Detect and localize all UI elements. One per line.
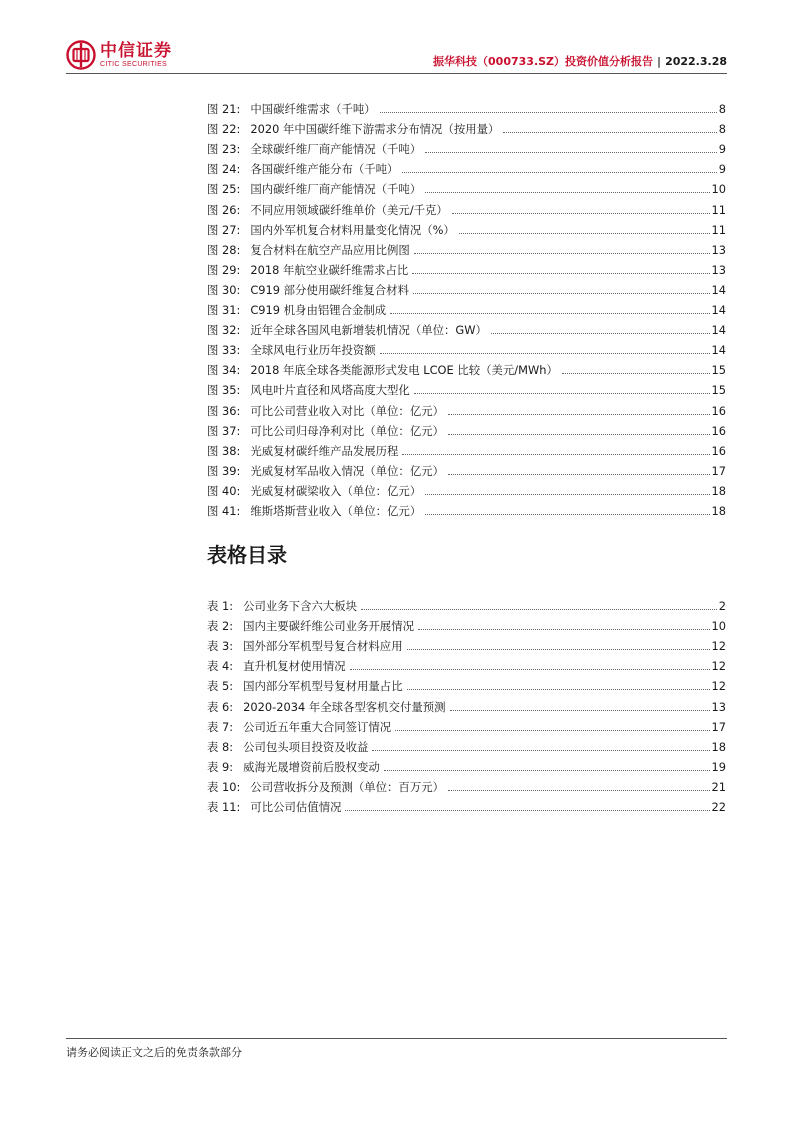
toc-entry-number: 图 34: <box>207 363 241 378</box>
toc-entry-number: 图 26: <box>207 202 241 217</box>
toc-page-number: 10 <box>711 619 726 634</box>
table-list <box>207 593 726 814</box>
toc-entry-number: 图 40: <box>207 483 241 498</box>
toc-page-number: 13 <box>711 242 726 257</box>
table-toc-entry[interactable] <box>207 714 726 734</box>
toc-entry-label <box>207 102 376 116</box>
toc-entry-title: 公司营收拆分及预测（单位：百万元） <box>250 779 444 794</box>
toc-dot-leader <box>448 434 710 435</box>
toc-page-number: 15 <box>711 363 726 378</box>
toc-entry-title: 复合材料在航空产品应用比例图 <box>250 242 410 257</box>
toc-entry-title: 中国碳纤维需求（千吨） <box>250 102 376 117</box>
figure-list <box>207 96 726 518</box>
toc-dot-leader <box>345 810 709 811</box>
toc-entry-title: 各国碳纤维产能分布（千吨） <box>250 162 399 177</box>
figure-toc-entry[interactable] <box>207 156 726 176</box>
toc-entry-title: 光威复材军品收入情况（单位：亿元） <box>250 463 444 478</box>
toc-page-number: 18 <box>711 503 726 518</box>
figure-toc-entry[interactable] <box>207 257 726 277</box>
toc-entry-number: 图 30: <box>207 282 241 297</box>
toc-entry-label <box>207 619 414 633</box>
footer-divider <box>66 1038 727 1039</box>
toc-dot-leader <box>491 333 710 334</box>
toc-page-number: 11 <box>711 202 726 217</box>
toc-entry-title: 直升机复材使用情况 <box>243 659 346 674</box>
toc-entry-label <box>207 383 410 397</box>
figure-toc-entry[interactable] <box>207 377 726 397</box>
toc-entry-label <box>207 504 421 518</box>
toc-entry-title: 光威复材碳纤维产品发展历程 <box>250 443 399 458</box>
toc-entry-title: 可比公司归母净利对比（单位：亿元） <box>250 423 444 438</box>
figure-toc-entry[interactable] <box>207 176 726 196</box>
report-title: 振华科技（000733.SZ）投资价值分析报告 <box>433 55 654 68</box>
toc-page-number: 14 <box>711 323 726 338</box>
toc-dot-leader <box>407 689 710 690</box>
toc-page-number: 18 <box>711 483 726 498</box>
toc-entry-label <box>207 142 421 156</box>
toc-entry-label <box>207 122 499 136</box>
toc-page-number: 2 <box>718 599 726 614</box>
figure-toc-entry[interactable] <box>207 136 726 156</box>
toc-dot-leader <box>380 112 717 113</box>
toc-entry-number: 表 8: <box>207 739 234 754</box>
toc-entry-title: 公司业务下含六大板块 <box>243 599 358 614</box>
toc-page-number: 10 <box>711 182 726 197</box>
toc-entry-title: 可比公司营业收入对比（单位：亿元） <box>250 403 444 418</box>
figure-toc-entry[interactable] <box>207 397 726 417</box>
toc-page-number: 11 <box>711 222 726 237</box>
toc-entry-title: 威海光晟增资前后股权变动 <box>243 759 380 774</box>
toc-entry-label <box>207 700 446 714</box>
table-toc-entry[interactable] <box>207 653 726 673</box>
toc-dot-leader <box>448 474 710 475</box>
toc-entry-number: 表 7: <box>207 719 234 734</box>
toc-entry-number: 表 5: <box>207 679 234 694</box>
toc-page-number: 21 <box>711 779 726 794</box>
toc-page-number: 16 <box>711 403 726 418</box>
toc-entry-number: 图 25: <box>207 182 241 197</box>
report-date: 2022.3.28 <box>665 55 727 68</box>
toc-dot-leader <box>390 313 709 314</box>
figure-toc-entry[interactable] <box>207 357 726 377</box>
toc-entry-label <box>207 639 403 653</box>
toc-page-number: 16 <box>711 443 726 458</box>
toc-entry-title: 全球碳纤维厂商产能情况（千吨） <box>250 142 422 157</box>
toc-dot-leader <box>402 172 716 173</box>
toc-entry-title: C919 部分使用碳纤维复合材料 <box>250 282 409 297</box>
header-divider <box>66 73 727 74</box>
toc-entry-number: 表 9: <box>207 759 234 774</box>
figure-toc-entry[interactable] <box>207 458 726 478</box>
logo-english-name: CITIC SECURITIES <box>100 61 168 68</box>
toc-entry-number: 图 23: <box>207 142 241 157</box>
table-toc-entry[interactable] <box>207 794 726 814</box>
table-toc-entry[interactable] <box>207 774 726 794</box>
toc-entry-label <box>207 162 398 176</box>
toc-page-number: 14 <box>711 303 726 318</box>
toc-entry-number: 图 33: <box>207 343 241 358</box>
toc-dot-leader <box>395 730 709 731</box>
toc-entry-label <box>207 679 403 693</box>
toc-entry-number: 表 10: <box>207 779 241 794</box>
toc-page-number: 9 <box>718 142 726 157</box>
toc-entry-number: 图 37: <box>207 423 241 438</box>
toc-entry-number: 图 24: <box>207 162 241 177</box>
toc-dot-leader <box>350 669 710 670</box>
toc-entry-title: 2020 年中国碳纤维下游需求分布情况（按用量） <box>250 122 500 137</box>
toc-entry-label <box>207 424 444 438</box>
toc-entry-title: 国内主要碳纤维公司业务开展情况 <box>243 619 414 634</box>
toc-entry-label <box>207 484 421 498</box>
toc-entry-title: 国内部分军机型号复材用量占比 <box>243 679 403 694</box>
table-toc-entry[interactable] <box>207 613 726 633</box>
toc-dot-leader <box>361 609 717 610</box>
toc-dot-leader <box>425 494 709 495</box>
toc-entry-title: 维斯塔斯营业收入（单位：亿元） <box>250 503 422 518</box>
toc-entry-number: 图 31: <box>207 303 241 318</box>
toc-dot-leader <box>503 132 716 133</box>
toc-page-number: 13 <box>711 699 726 714</box>
toc-dot-leader <box>425 514 709 515</box>
toc-page-number: 12 <box>711 679 726 694</box>
table-list-heading: 表格目录 <box>207 543 287 567</box>
toc-page-number: 13 <box>711 262 726 277</box>
toc-dot-leader <box>380 353 710 354</box>
toc-page-number: 14 <box>711 282 726 297</box>
toc-entry-label <box>207 243 410 257</box>
report-title-line <box>433 55 727 69</box>
toc-entry-label <box>207 343 376 357</box>
toc-dot-leader <box>418 629 710 630</box>
toc-page-number: 22 <box>711 800 726 815</box>
toc-dot-leader <box>384 770 710 771</box>
citic-securities-logo <box>66 40 176 74</box>
toc-entry-number: 图 41: <box>207 503 241 518</box>
toc-entry-number: 表 4: <box>207 659 234 674</box>
toc-dot-leader <box>372 750 709 751</box>
toc-entry-title: 光威复材碳梁收入（单位：亿元） <box>250 483 422 498</box>
toc-page-number: 9 <box>718 162 726 177</box>
toc-entry-label <box>207 659 346 673</box>
toc-entry-number: 表 6: <box>207 699 234 714</box>
figure-toc-entry[interactable] <box>207 237 726 257</box>
toc-entry-label <box>207 760 380 774</box>
toc-page-number: 14 <box>711 343 726 358</box>
toc-entry-number: 图 28: <box>207 242 241 257</box>
toc-entry-number: 图 36: <box>207 403 241 418</box>
toc-entry-label <box>207 283 409 297</box>
toc-entry-number: 表 2: <box>207 619 234 634</box>
toc-page-number: 17 <box>711 463 726 478</box>
table-toc-entry[interactable] <box>207 673 726 693</box>
figure-toc-entry[interactable] <box>207 337 726 357</box>
page-header <box>0 0 793 80</box>
toc-entry-number: 图 21: <box>207 102 241 117</box>
figure-toc-entry[interactable] <box>207 438 726 458</box>
toc-entry-number: 图 29: <box>207 262 241 277</box>
table-toc-entry[interactable] <box>207 734 726 754</box>
toc-dot-leader <box>448 790 710 791</box>
figure-toc-entry[interactable] <box>207 498 726 518</box>
toc-dot-leader <box>459 233 710 234</box>
toc-entry-number: 图 39: <box>207 463 241 478</box>
toc-page-number: 17 <box>711 719 726 734</box>
toc-entry-title: 公司近五年重大合同签订情况 <box>243 719 392 734</box>
toc-entry-label <box>207 740 368 754</box>
logo-chinese-name: 中信证券 <box>100 41 172 61</box>
toc-dot-leader <box>562 373 710 374</box>
figure-toc-entry[interactable] <box>207 96 726 116</box>
toc-dot-leader <box>425 152 717 153</box>
toc-entry-label <box>207 303 386 317</box>
toc-entry-number: 表 11: <box>207 800 241 815</box>
toc-entry-title: 国外部分军机型号复合材料应用 <box>243 639 403 654</box>
toc-entry-label <box>207 720 391 734</box>
toc-entry-label <box>207 599 357 613</box>
toc-entry-title: 可比公司估值情况 <box>250 800 342 815</box>
toc-entry-number: 表 1: <box>207 599 234 614</box>
toc-dot-leader <box>402 454 709 455</box>
toc-entry-label <box>207 203 448 217</box>
toc-page-number: 12 <box>711 659 726 674</box>
footer-disclaimer: 请务必阅读正文之后的免责条款部分 <box>66 1046 242 1059</box>
figure-toc-entry[interactable] <box>207 196 726 216</box>
toc-page-number: 8 <box>718 122 726 137</box>
toc-page-number: 16 <box>711 423 726 438</box>
toc-entry-title: 公司包头项目投资及收益 <box>243 739 369 754</box>
toc-entry-label <box>207 800 341 814</box>
toc-dot-leader <box>414 393 710 394</box>
figure-toc-entry[interactable] <box>207 478 726 498</box>
toc-page-number: 19 <box>711 759 726 774</box>
toc-entry-label <box>207 363 558 377</box>
toc-entry-number: 图 35: <box>207 383 241 398</box>
toc-entry-title: 2020-2034 年全球各型客机交付量预测 <box>243 699 446 714</box>
toc-page-number: 18 <box>711 739 726 754</box>
toc-entry-label <box>207 404 444 418</box>
toc-dot-leader <box>413 293 710 294</box>
figure-toc-entry[interactable] <box>207 116 726 136</box>
toc-entry-title: 近年全球各国风电新增装机情况（单位：GW） <box>250 323 487 338</box>
table-toc-entry[interactable] <box>207 593 726 613</box>
toc-dot-leader <box>412 273 709 274</box>
citic-logo-icon <box>66 40 96 70</box>
title-separator: | <box>657 55 662 68</box>
toc-entry-title: 国内外军机复合材料用量变化情况（%） <box>250 222 455 237</box>
table-toc-entry[interactable] <box>207 633 726 653</box>
toc-entry-label <box>207 263 408 277</box>
toc-entry-title: 全球风电行业历年投资额 <box>250 343 376 358</box>
toc-dot-leader <box>450 710 710 711</box>
figure-toc-entry[interactable] <box>207 297 726 317</box>
toc-page-number: 8 <box>718 102 726 117</box>
table-toc-entry[interactable] <box>207 754 726 774</box>
toc-entry-number: 表 3: <box>207 639 234 654</box>
toc-entry-number: 图 38: <box>207 443 241 458</box>
toc-entry-title: C919 机身由铝锂合金制成 <box>250 303 387 318</box>
toc-entry-label <box>207 464 444 478</box>
toc-entry-label <box>207 780 444 794</box>
toc-dot-leader <box>414 253 710 254</box>
toc-entry-label <box>207 223 455 237</box>
toc-page-number: 12 <box>711 639 726 654</box>
table-toc-entry[interactable] <box>207 693 726 713</box>
toc-page-number: 15 <box>711 383 726 398</box>
toc-dot-leader <box>448 414 710 415</box>
toc-dot-leader <box>425 192 709 193</box>
toc-entry-title: 国内碳纤维厂商产能情况（千吨） <box>250 182 422 197</box>
toc-dot-leader <box>407 649 710 650</box>
figure-toc-entry[interactable] <box>207 277 726 297</box>
toc-entry-title: 2018 年底全球各类能源形式发电 LCOE 比较（美元/MWh） <box>250 363 558 378</box>
toc-entry-number: 图 32: <box>207 323 241 338</box>
figure-toc-entry[interactable] <box>207 418 726 438</box>
toc-entry-number: 图 22: <box>207 122 241 137</box>
toc-dot-leader <box>452 213 710 214</box>
figure-toc-entry[interactable] <box>207 217 726 237</box>
toc-entry-title: 不同应用领域碳纤维单价（美元/千克） <box>250 202 448 217</box>
figure-toc-entry[interactable] <box>207 317 726 337</box>
toc-entry-label <box>207 182 421 196</box>
toc-entry-label <box>207 323 487 337</box>
toc-entry-title: 2018 年航空业碳纤维需求占比 <box>250 262 409 277</box>
toc-entry-title: 风电叶片直径和风塔高度大型化 <box>250 383 410 398</box>
toc-entry-number: 图 27: <box>207 222 241 237</box>
toc-entry-label <box>207 444 398 458</box>
